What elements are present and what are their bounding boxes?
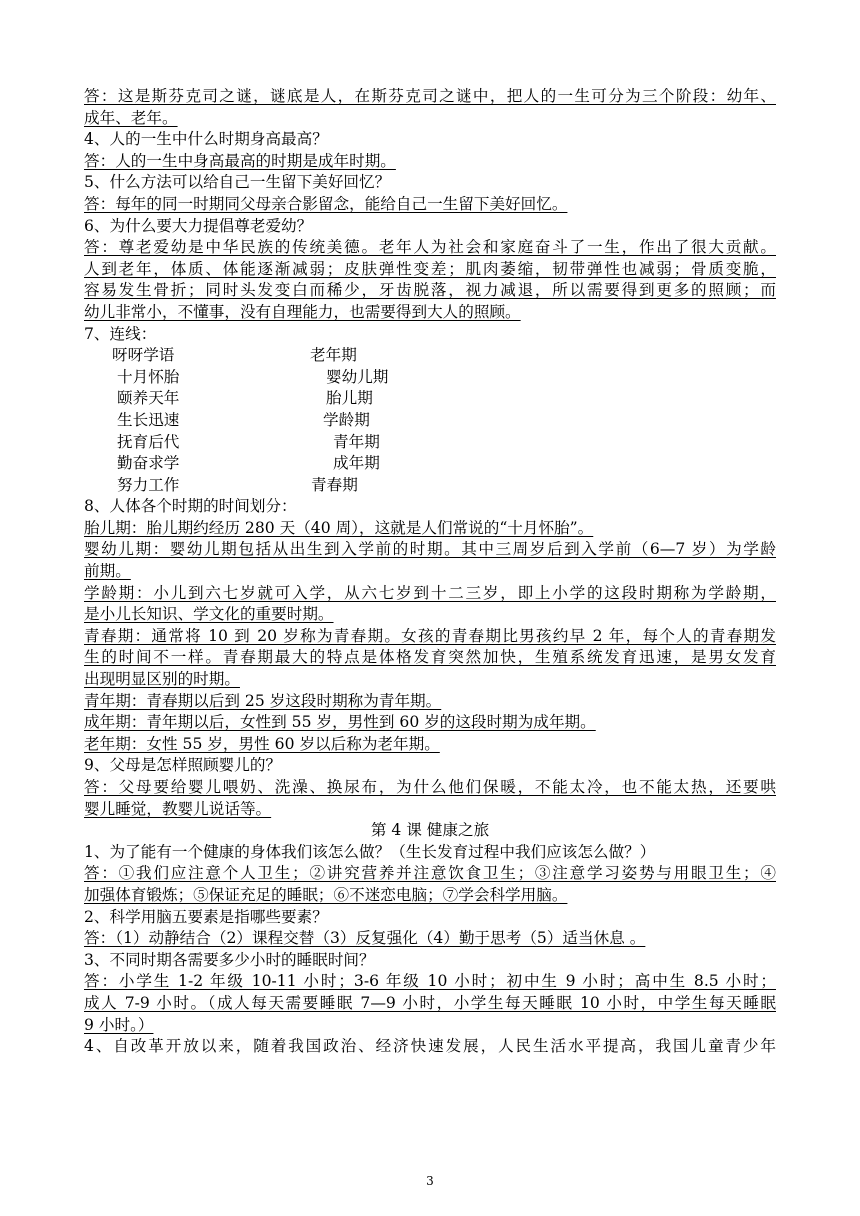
answer-text: 答：人的一生中身高最高的时期是成年时期。 <box>84 151 396 170</box>
match-right-item: 婴幼儿期 <box>326 367 389 386</box>
document-page <box>84 86 776 1058</box>
answer-text: 青年期：青春期以后到 25 岁这段时期称为青年期。 <box>84 691 442 710</box>
answer-text: 答：尊老爱幼是中华民族的传统美德。老年人为社会和家庭奋斗了一生，作出了很大贡献。 <box>84 238 776 257</box>
answer-text: 答：小学生 1-2 年级 10-11 小时；3-6 年级 10 小时；初中生 9 小时；高中生 8.5 小时； <box>84 972 776 991</box>
answer-text: 出现明显区别的时期。 <box>84 670 240 689</box>
answer-text: 加强体育锻炼；⑤保证充足的睡眠；⑥不迷恋电脑；⑦学会科学用脑。 <box>84 885 568 904</box>
answer-text: 胎儿期：胎儿期约经历 280 天（40 周），这就是人们常说的“十月怀胎”。 <box>84 518 594 537</box>
answer-text: 人到老年，体质、体能逐渐减弱；皮肤弹性变差；肌肉萎缩，韧带弹性也减弱；骨质变脆， <box>84 259 776 278</box>
answer-text: 答：①我们应注意个人卫生；②讲究营养并注意饮食卫生；③注意学习姿势与用眼卫生；④ <box>84 864 776 883</box>
match-right-item: 成年期 <box>333 454 380 473</box>
answer-text: 容易发生骨折；同时头发变白而稀少，牙齿脱落，视力减退，所以需要得到更多的照顾；而 <box>84 281 776 300</box>
answer-text: 成人 7-9 小时。（成人每天需要睡眠 7—9 小时，小学生每天睡眠 10 小时，中学生每天睡眠 <box>84 993 776 1012</box>
answer-text: 答：（1）动静结合（2）课程交替（3）反复强化（4）勤于思考（5）适当休息 。 <box>84 929 646 948</box>
answer-text: 9 小时。） <box>84 1015 154 1034</box>
answer-text: 答：父母要给婴儿喂奶、洗澡、换尿布，为什么他们保暖，不能太冷，也不能太热，还要哄 <box>84 778 776 796</box>
answer-text: 是小儿长知识、学文化的重要时期。 <box>84 605 334 624</box>
match-left-item: 十月怀胎 <box>117 367 180 386</box>
answer-text: 婴儿睡觉，教婴儿说话等。 <box>84 799 272 818</box>
question-text: 4、自改革开放以来，随着我国政治、经济快速发展，人民生活水平提高，我国儿童青少年 <box>84 1037 776 1056</box>
answer-text: 成年期：青年期以后，女性到 55 岁，男性到 60 岁的这段时期为成年期。 <box>84 713 596 732</box>
answer-text: 答：每年的同一时期同父母亲合影留念，能给自己一生留下美好回忆。 <box>84 194 568 213</box>
question-text: 6、为什么要大力提倡尊老爱幼？ <box>84 216 313 235</box>
match-right-item: 老年期 <box>310 346 357 365</box>
question-text: 8、人体各个时期的时间划分： <box>84 497 297 516</box>
match-left-item: 呀呀学语 <box>112 346 175 365</box>
match-left-item: 颐养天年 <box>117 389 180 408</box>
answer-text: 前期。 <box>84 562 131 581</box>
question-text: 9、父母是怎样照顾婴儿的？ <box>84 756 282 775</box>
answer-text: 生的时间不一样。青春期最大的特点是体格发育突然加快，生殖系统发育迅速，是男女发育 <box>84 648 776 667</box>
question-text: 4、人的一生中什么时期身高最高？ <box>84 130 328 149</box>
answer-text: 老年期：女性 55 岁，男性 60 岁以后称为老年期。 <box>84 734 440 753</box>
question-text: 2、科学用脑五要素是指哪些要素？ <box>84 907 328 926</box>
answer-text: 婴幼儿期：婴幼儿期包括从出生到入学前的时期。其中三周岁后到入学前（6—7 岁）为学龄 <box>84 540 776 559</box>
match-right-item: 青春期 <box>311 475 358 494</box>
question-text: 7、连线： <box>84 324 157 343</box>
page-number: 3 <box>426 1174 434 1188</box>
answer-text: 青春期：通常将 10 到 20 岁称为青春期。女孩的青春期比男孩约早 2 年，每个人的青春期发 <box>84 626 776 645</box>
answer-text: 学龄期：小儿到六七岁就可入学，从六七岁到十二三岁，即上小学的这段时期称为学龄期， <box>84 583 776 602</box>
section-title: 第 4 课 健康之旅 <box>370 821 490 840</box>
match-left-item: 生长迅速 <box>117 410 180 429</box>
question-text: 3、不同时期各需要多少小时的睡眠时间？ <box>84 950 375 969</box>
question-text: 5、什么方法可以给自己一生留下美好回忆？ <box>84 173 391 192</box>
match-left-item: 努力工作 <box>117 475 180 494</box>
answer-text: 成年、老年。 <box>84 108 178 127</box>
question-text: 1、为了能有一个健康的身体我们该怎么做？（生长发育过程中我们应该怎么做？） <box>84 842 656 861</box>
match-left-item: 勤奋求学 <box>117 454 180 473</box>
match-right-item: 胎儿期 <box>326 389 373 408</box>
matching-exercise <box>84 345 776 496</box>
match-right-item: 青年期 <box>333 432 380 451</box>
match-left-item: 抚育后代 <box>117 432 180 451</box>
answer-text: 幼儿非常小，不懂事，没有自理能力，也需要得到大人的照顾。 <box>84 302 521 321</box>
match-right-item: 学龄期 <box>323 410 370 429</box>
answer-text: 答：这是斯芬克司之谜，谜底是人，在斯芬克司之谜中，把人的一生可分为三个阶段：幼年、 <box>84 87 776 105</box>
